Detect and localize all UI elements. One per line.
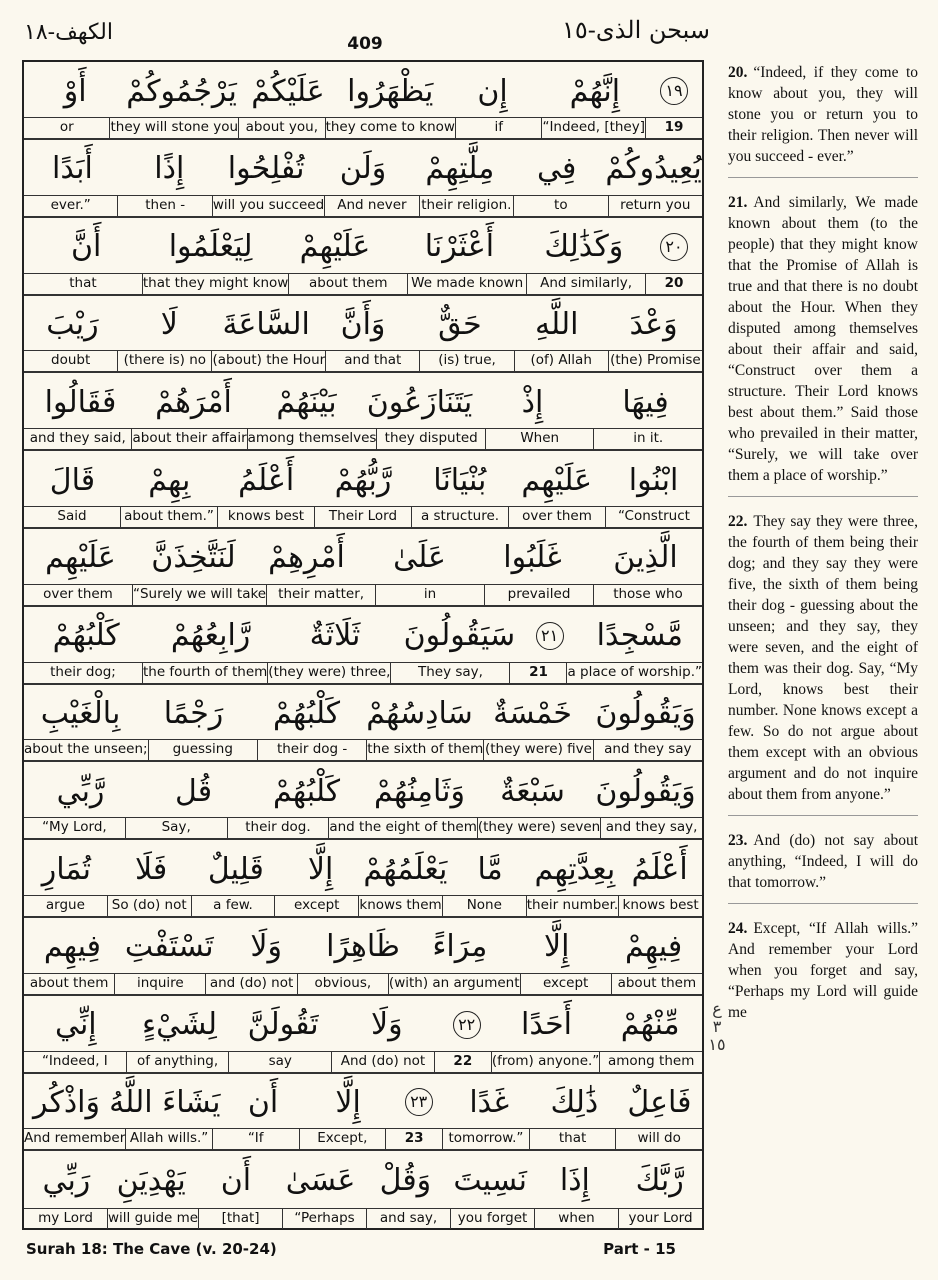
gloss-cell: of anything, xyxy=(126,1052,229,1072)
gloss-cell: And remember xyxy=(24,1130,126,1147)
arabic-word: فَاعِلٌ xyxy=(627,1084,692,1120)
gloss-cell: about them xyxy=(288,274,407,294)
gloss-cell: to xyxy=(513,196,607,216)
arabic-word: بَيْنَهُمْ xyxy=(276,384,337,420)
arabic-line xyxy=(24,295,702,353)
arabic-word: وَأَنَّ xyxy=(340,306,386,342)
gloss-cell: except xyxy=(520,974,611,994)
arabic-word: يَشَاءَ اللَّهُ xyxy=(109,1084,221,1120)
gloss-cell: (the) Promise xyxy=(608,351,702,371)
arabic-word: لَنَتَّخِذَنَّ xyxy=(151,540,236,576)
verse-number: 19 xyxy=(645,118,702,138)
gloss-cell: in it. xyxy=(593,429,702,449)
english-gloss-line xyxy=(24,117,702,138)
gloss-cell: my Lord xyxy=(38,1210,93,1227)
gloss-cell: their dog - xyxy=(257,740,366,760)
translation-column xyxy=(728,62,918,1047)
verse-row xyxy=(24,218,702,296)
translation-verse-number: 23. xyxy=(728,832,748,849)
gloss-cell: about them xyxy=(611,974,702,994)
gloss-cell: “My Lord, xyxy=(42,819,107,836)
arabic-word: يَهْدِيَنِ xyxy=(116,1162,186,1198)
arabic-line xyxy=(24,607,702,665)
gloss-cell: They say, xyxy=(390,663,509,683)
english-gloss-line xyxy=(24,428,702,449)
arabic-line xyxy=(24,918,702,976)
arabic-word: عَلَيْهِم xyxy=(521,462,593,498)
arabic-line xyxy=(24,451,702,509)
english-gloss-line xyxy=(24,195,702,216)
gloss-cell: None xyxy=(442,896,526,916)
gloss-cell: will guide me xyxy=(107,1209,198,1229)
gloss-cell: about their affair xyxy=(131,429,246,449)
verse-number: 22 xyxy=(434,1052,491,1072)
gloss-cell: and they say, xyxy=(600,818,702,838)
gloss-cell: tomorrow.” xyxy=(442,1129,529,1149)
arabic-word: أَمْرَهُمْ xyxy=(155,384,232,420)
english-gloss-line xyxy=(24,350,702,371)
page-number: 409 xyxy=(347,34,383,54)
arabic-word: قُل xyxy=(174,773,213,809)
arabic-word: مِرَاءً xyxy=(432,929,488,965)
translation-verse-number: 24. xyxy=(728,920,748,937)
translation-text: And similarly, We made known about them (to the people) that they might know that the Promise of Allah is true and that there is no doubt about the Hour. When they disputed among themselves about their affair and said, “Construct over them a structure. Their Lord knows best about them.” Said those who prevailed in their matter, “Surely, we will take over them a place of worship.” xyxy=(728,194,918,484)
gloss-cell: in xyxy=(375,585,484,605)
translation-verse-number: 20. xyxy=(728,64,748,81)
arabic-word: فِيهِم xyxy=(43,929,101,965)
gloss-cell: about you, xyxy=(238,118,325,138)
gloss-cell: will you succeed xyxy=(212,196,324,216)
gloss-cell: among them xyxy=(599,1052,702,1072)
arabic-word: أَمْرِهِمْ xyxy=(268,540,345,576)
gloss-cell: “Indeed, [they] xyxy=(541,118,645,138)
arabic-word: أَعْثَرْنَا xyxy=(424,229,495,265)
gloss-cell: (about) the Hour xyxy=(211,351,325,371)
verse-row xyxy=(24,607,702,685)
gloss-cell: (of) Allah xyxy=(514,351,608,371)
verse-marker xyxy=(646,233,702,261)
arabic-word: يُعِيدُوكُمْ xyxy=(605,151,702,187)
gloss-cell: (there is) no xyxy=(117,351,211,371)
english-gloss-line xyxy=(24,1128,702,1149)
verse-row xyxy=(24,62,702,140)
arabic-word: سَبْعَةٌ xyxy=(500,773,565,809)
verse-row xyxy=(24,529,702,607)
footer-surah: Surah 18: The Cave (v. 20-24) xyxy=(26,1240,277,1258)
arabic-word: تَقُولَنَّ xyxy=(247,1007,319,1043)
arabic-word: أَنَّ xyxy=(70,229,102,265)
arabic-word: عَلَيْهِمْ xyxy=(299,229,371,265)
translation-verse xyxy=(728,830,918,904)
gloss-cell: “If xyxy=(212,1129,299,1149)
translation-verse xyxy=(728,511,918,816)
arabic-word: رَيْبَ xyxy=(46,306,99,342)
arabic-word: إِذًا xyxy=(154,151,185,187)
verse-row xyxy=(24,373,702,451)
arabic-word: ثَلَاثَةٌ xyxy=(309,618,361,654)
gloss-cell: that xyxy=(529,1129,616,1149)
arabic-word: رَّبُّهُمْ xyxy=(334,462,392,498)
gloss-cell: over them xyxy=(508,507,605,527)
arabic-word: الَّذِينَ xyxy=(613,540,678,576)
arabic-word: وَلَا xyxy=(250,929,282,965)
verse-row xyxy=(24,762,702,840)
arabic-word: مِّنْهُمْ xyxy=(620,1007,680,1043)
arabic-line xyxy=(24,1151,702,1209)
verse-row xyxy=(24,840,702,918)
arabic-word: وَاذْكُر xyxy=(32,1084,101,1120)
verse-number-badge: ٢٢ xyxy=(453,1011,481,1039)
arabic-word: أَن xyxy=(247,1084,279,1120)
verse-row xyxy=(24,684,702,762)
gloss-cell: and they said, xyxy=(29,430,126,447)
verse-marker xyxy=(646,77,702,105)
gloss-cell: those who xyxy=(593,585,702,605)
verse-row xyxy=(24,1073,702,1151)
gloss-cell: their dog. xyxy=(227,818,329,838)
gloss-cell: (is) true, xyxy=(419,351,513,371)
gloss-cell: except xyxy=(274,896,358,916)
arabic-word: سَادِسُهُمْ xyxy=(366,695,473,731)
arabic-word: إِنِّي xyxy=(54,1007,97,1043)
gloss-cell: they come to know xyxy=(325,118,455,138)
gloss-cell: argue xyxy=(45,897,85,913)
arabic-line xyxy=(24,684,702,742)
gloss-cell: Allah wills.” xyxy=(125,1129,212,1149)
arabic-word: وَعْدَ xyxy=(629,306,678,342)
page-footer xyxy=(26,1238,704,1264)
arabic-word: أَن xyxy=(220,1162,252,1198)
arabic-word: بِعِدَّتِهِم xyxy=(534,851,616,887)
gloss-cell: guessing xyxy=(148,740,257,760)
gloss-cell: Except, xyxy=(299,1129,386,1149)
gloss-cell: knows best xyxy=(217,507,314,527)
gloss-cell: their matter, xyxy=(266,585,375,605)
gloss-cell: doubt xyxy=(51,352,91,369)
arabic-word: وَلَن xyxy=(339,151,387,187)
arabic-word: غَدًا xyxy=(469,1084,510,1120)
arabic-line xyxy=(24,1073,702,1131)
translation-text: They say they were three, the fourth of them being their dog; and they say they were five, the sixth of them being their dog - guessing about the unseen; and they say, they were seven, and the eight of them was their dog. Say, “My Lord, knows best their number. None knows except a few. So do not argue about them except with an obvious argument and do not inquire about them from anyone.” xyxy=(728,513,918,803)
gloss-cell: they disputed xyxy=(376,429,485,449)
arabic-word: يَظْهَرُوا xyxy=(347,73,434,109)
surah-header: الكهف-١٨ xyxy=(24,20,113,45)
arabic-word: يَعْلَمُهُمْ xyxy=(363,851,448,887)
gloss-cell: and the eight of them xyxy=(328,818,477,838)
arabic-line xyxy=(24,996,702,1054)
arabic-word: رَّبِّي xyxy=(56,773,105,809)
gloss-cell: you forget xyxy=(450,1209,534,1229)
arabic-word: سَيَقُولُونَ xyxy=(403,618,516,654)
english-gloss-line xyxy=(24,584,702,605)
arabic-word: غَلَبُوا xyxy=(503,540,562,576)
gloss-cell: the sixth of them xyxy=(366,740,483,760)
gloss-cell: (with) an argument xyxy=(388,974,520,994)
arabic-word: لِشَيْءٍ xyxy=(141,1007,217,1043)
arabic-word: رَجْمًا xyxy=(163,695,224,731)
arabic-word: إِذْ xyxy=(521,384,544,420)
arabic-word: وَكَذَٰلِكَ xyxy=(544,229,624,265)
arabic-word: لَا xyxy=(160,306,178,342)
gloss-cell: they will stone you xyxy=(109,118,238,138)
ruku-mark: ع ٣ ١٥ xyxy=(708,999,726,1054)
arabic-word: فَقَالُوا xyxy=(44,384,117,420)
arabic-word: عَسَىٰ xyxy=(285,1162,356,1198)
gloss-cell: When xyxy=(485,429,594,449)
arabic-word: اللَّهِ xyxy=(534,306,579,342)
arabic-word: فِي xyxy=(537,151,577,187)
gloss-cell: Said xyxy=(57,508,87,524)
gloss-cell: and that xyxy=(325,351,419,371)
arabic-line xyxy=(24,218,702,276)
arabic-word: كَلْبُهُمْ xyxy=(272,695,341,731)
english-gloss-line xyxy=(24,662,702,683)
gloss-cell: among themselves xyxy=(247,429,377,449)
arabic-word: رَبِّي xyxy=(42,1162,91,1198)
verse-row xyxy=(24,996,702,1074)
arabic-word: عَلَيْهِم xyxy=(45,540,116,576)
arabic-word: وَلَا xyxy=(371,1007,403,1043)
translation-verse xyxy=(728,918,918,1033)
english-gloss-line xyxy=(24,273,702,294)
arabic-word: بُنْيَانًا xyxy=(433,462,487,498)
arabic-line xyxy=(24,62,702,120)
arabic-word: كَلْبُهُمْ xyxy=(272,773,341,809)
arabic-word: إِذَا xyxy=(559,1162,590,1198)
arabic-word: إِنَّهُمْ xyxy=(569,73,621,109)
arabic-word: مَّسْجِدًا xyxy=(596,618,683,654)
verse-row xyxy=(24,451,702,529)
verse-row xyxy=(24,140,702,218)
verse-number-badge: ٢٣ xyxy=(405,1088,433,1116)
gloss-cell: about the unseen; xyxy=(24,741,148,758)
gloss-cell: or xyxy=(59,119,74,135)
english-gloss-line xyxy=(24,506,702,527)
gloss-cell: (they were) five xyxy=(483,740,592,760)
arabic-word: نَسِيتَ xyxy=(453,1162,527,1198)
arabic-word: قَلِيلٌ xyxy=(207,851,264,887)
verse-row xyxy=(24,295,702,373)
arabic-word: رَّابِعُهُمْ xyxy=(170,618,251,654)
english-gloss-line xyxy=(24,817,702,838)
gloss-cell: We made known xyxy=(407,274,526,294)
arabic-word: تُفْلِحُوا xyxy=(227,151,305,187)
gloss-cell: a few. xyxy=(191,896,275,916)
translation-text: Except, “If Allah wills.” And remember your Lord when you forget and say, “Perhaps my Lord will guide me xyxy=(728,920,918,1021)
gloss-cell: “Surely we will take xyxy=(132,585,266,605)
gloss-cell: So (do) not xyxy=(107,896,191,916)
gloss-cell: will do xyxy=(615,1129,702,1149)
arabic-word: لِيَعْلَمُوا xyxy=(168,229,253,265)
gloss-cell: “Construct xyxy=(605,507,702,527)
gloss-cell: about them.” xyxy=(120,507,217,527)
arabic-word: وَيَقُولُونَ xyxy=(595,695,696,731)
gloss-cell: and say, xyxy=(366,1209,450,1229)
gloss-cell: over them xyxy=(43,585,113,602)
gloss-cell: a place of worship.” xyxy=(566,663,702,683)
arabic-word: فِيهَا xyxy=(622,384,669,420)
arabic-word: بِالْغَيْبِ xyxy=(40,695,121,731)
translation-text: And (do) not say about anything, “Indeed, I will do that tomorrow.” xyxy=(728,832,918,891)
arabic-word: تُمَارِ xyxy=(41,851,92,887)
verse-marker xyxy=(522,622,578,650)
word-by-word-grid xyxy=(22,60,704,1230)
gloss-cell: a structure. xyxy=(411,507,508,527)
gloss-cell: say xyxy=(228,1052,331,1072)
arabic-word: خَمْسَةٌ xyxy=(493,695,572,731)
arabic-line xyxy=(24,840,702,898)
gloss-cell: And similarly, xyxy=(526,274,645,294)
translation-verse-number: 21. xyxy=(728,194,748,211)
translation-verse xyxy=(728,62,918,178)
arabic-word: أَبَدًا xyxy=(52,151,93,187)
arabic-word: ذَٰلِكَ xyxy=(550,1084,599,1120)
arabic-word: حَقٌّ xyxy=(438,306,482,342)
arabic-line xyxy=(24,529,702,587)
gloss-cell: then - xyxy=(117,196,211,216)
english-gloss-line xyxy=(24,973,702,994)
english-gloss-line xyxy=(24,739,702,760)
arabic-word: إِلَّا xyxy=(543,929,570,965)
verse-number-badge: ١٩ xyxy=(660,77,688,105)
arabic-word: أَوْ xyxy=(63,73,87,109)
gloss-cell: that xyxy=(69,274,97,291)
gloss-cell: (from) anyone.” xyxy=(491,1052,599,1072)
arabic-word: فَلَا xyxy=(135,851,168,887)
arabic-word: السَّاعَةَ xyxy=(222,306,310,342)
gloss-cell: knows best xyxy=(618,896,702,916)
arabic-word: مِلَّتِهِمْ xyxy=(425,151,495,187)
gloss-cell: their religion. xyxy=(419,196,513,216)
translation-text: “Indeed, if they come to know about you, they will stone you or return you to their religion. Then never will you succeed - ever.” xyxy=(728,64,918,165)
gloss-cell: (they were) three, xyxy=(267,663,390,683)
verse-number: 20 xyxy=(645,274,702,294)
gloss-cell: their dog; xyxy=(50,663,116,680)
arabic-word: قَالَ xyxy=(49,462,96,498)
gloss-cell: And never xyxy=(324,196,418,216)
verse-number: 21 xyxy=(509,663,566,683)
gloss-cell: knows them xyxy=(358,896,442,916)
verse-marker xyxy=(391,1088,447,1116)
verse-marker xyxy=(439,1011,495,1039)
english-gloss-line xyxy=(24,1051,702,1072)
gloss-cell: their number. xyxy=(526,896,619,916)
gloss-cell: inquire xyxy=(114,974,205,994)
arabic-word: بِهِمْ xyxy=(148,462,191,498)
arabic-word: إِلَّا xyxy=(307,851,334,887)
arabic-word: أَحَدًا xyxy=(521,1007,572,1043)
gloss-cell: return you xyxy=(608,196,702,216)
gloss-cell: [that] xyxy=(198,1209,282,1229)
english-gloss-line xyxy=(24,895,702,916)
page-header xyxy=(0,0,938,60)
arabic-word: إِلَّا xyxy=(335,1084,361,1120)
arabic-word: ابْنُوا xyxy=(628,462,679,498)
arabic-word: يَرْجُمُوكُمْ xyxy=(126,73,237,109)
arabic-word: كَلْبُهُمْ xyxy=(52,618,120,654)
arabic-word: عَلَيْكُمْ xyxy=(251,73,325,109)
gloss-cell: And (do) not xyxy=(331,1052,434,1072)
verse-row xyxy=(24,918,702,996)
gloss-cell: prevailed xyxy=(484,585,593,605)
gloss-cell: about them xyxy=(29,974,109,991)
gloss-cell: Say, xyxy=(125,818,227,838)
arabic-word: أَعْلَمُ xyxy=(631,851,688,887)
gloss-cell: ever.” xyxy=(50,196,91,213)
arabic-word: عَلَىٰ xyxy=(393,540,446,576)
english-gloss-line xyxy=(24,1208,702,1229)
gloss-cell: that they might know xyxy=(142,274,288,294)
arabic-word: يَتَنَازَعُونَ xyxy=(366,384,473,420)
verse-number-badge: ٢١ xyxy=(536,622,564,650)
arabic-word: وَيَقُولُونَ xyxy=(595,773,696,809)
gloss-cell: (they were) seven xyxy=(477,818,600,838)
verse-number: 23 xyxy=(385,1129,442,1149)
juz-header: سبحن الذى-١٥ xyxy=(562,16,710,44)
arabic-word: وَثَامِنُهُمْ xyxy=(374,773,465,809)
gloss-cell: “Perhaps xyxy=(282,1209,366,1229)
gloss-cell: obvious, xyxy=(297,974,388,994)
arabic-line xyxy=(24,373,702,431)
translation-verse xyxy=(728,192,918,497)
gloss-cell: if xyxy=(455,118,542,138)
arabic-word: ظَاهِرًا xyxy=(326,929,400,965)
verse-number-badge: ٢٠ xyxy=(660,233,688,261)
arabic-word: فِيهِمْ xyxy=(624,929,683,965)
arabic-line xyxy=(24,140,702,198)
arabic-word: تَسْتَفْتِ xyxy=(124,929,214,965)
gloss-cell: your Lord xyxy=(618,1209,702,1229)
footer-part: Part - 15 xyxy=(603,1240,676,1258)
translation-verse-number: 22. xyxy=(728,513,748,530)
arabic-word: رَّبَّكَ xyxy=(635,1162,684,1198)
arabic-line xyxy=(24,762,702,820)
arabic-word: أَعْلَمُ xyxy=(238,462,295,498)
verse-row xyxy=(24,1151,702,1229)
gloss-cell: when xyxy=(534,1209,618,1229)
gloss-cell: and they say xyxy=(593,740,702,760)
gloss-cell: Their Lord xyxy=(314,507,411,527)
gloss-cell: and (do) not xyxy=(205,974,296,994)
gloss-cell: the fourth of them xyxy=(142,663,267,683)
arabic-word: وَقُلْ xyxy=(379,1162,432,1198)
gloss-cell: “Indeed, I xyxy=(41,1052,108,1069)
arabic-word: إِن xyxy=(477,73,508,109)
arabic-word: مَّا xyxy=(477,851,503,887)
